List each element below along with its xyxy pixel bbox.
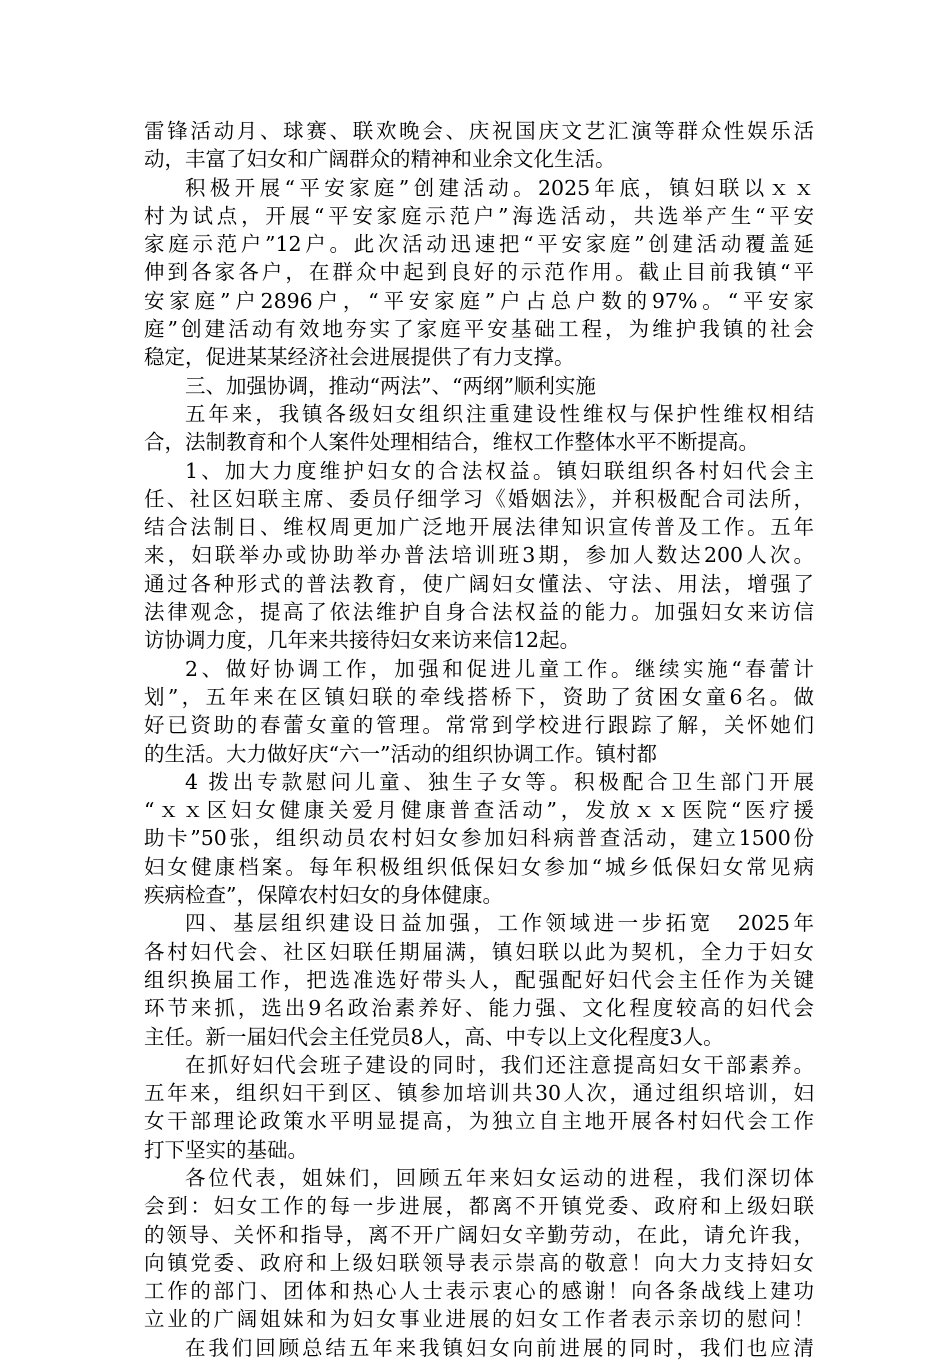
document-body (144, 117, 814, 1362)
text-line: 各位代表，姐妹们，回顾五年来妇女运动的进程，我们深切体 (185, 1165, 814, 1190)
text-line: 组织换届工作，把选准选好带头人，配强配好妇代会主任作为关键 (144, 967, 814, 992)
text-line: 五年来，组织妇干到区、镇参加培训共30人次，通过组织培训，妇 (144, 1081, 814, 1106)
text-line: 的领导、关怀和指导，离不开广阔妇女辛勤劳动，在此，请允许我， (144, 1222, 814, 1247)
text-line: 动，丰富了妇女和广阔群众的精神和业余文化生活。 (144, 147, 616, 172)
text-line: 任、社区妇联主席、委员仔细学习《婚姻法》，并积极配合司法所， (144, 486, 814, 511)
text-line: 雷锋活动月、球赛、联欢晚会、庆祝国庆文艺汇演等群众性娱乐活 (144, 119, 814, 143)
text-line: 法律观念，提高了依法维护自身合法权益的能力。加强妇女来访信 (144, 600, 814, 625)
text-line: 向镇党委、政府和上级妇联领导表示崇高的敬意！向大力支持妇女 (144, 1250, 814, 1275)
text-line: 好已资助的春蕾女童的管理。常常到学校进行跟踪了解，关怀她们 (144, 713, 814, 738)
text-line: 各村妇代会、社区妇联任期届满，镇妇联以此为契机，全力于妇女 (144, 939, 814, 964)
text-line: 庭”创建活动有效地夯实了家庭平安基础工程，为维护我镇的社会 (144, 317, 814, 342)
text-line: 4 拨出专款慰问儿童、独生子女等。积极配合卫生部门开展 (185, 769, 814, 794)
text-line: 结合法制日、维权周更加广泛地开展法律知识宣传普及工作。五年 (144, 515, 814, 540)
text-line: 主任。新一届妇代会主任党员8人，高、中专以上文化程度3人。 (144, 1024, 724, 1049)
text-line: 稳定，促进某某经济社会进展提供了有力支撑。 (144, 345, 575, 370)
text-line: 女干部理论政策水平明显提高，为独立自主地开展各村妇代会工作 (144, 1109, 814, 1134)
text-line: 四、基层组织建设日益加强，工作领域进一步拓宽 2025年 (185, 911, 814, 936)
text-line: 环节来抓，选出9名政治素养好、能力强、文化程度较高的妇代会 (144, 996, 814, 1021)
text-line: 安家庭”户2896户，“平安家庭”户占总户数的97%。“平安家 (144, 288, 814, 313)
text-line: 疾病检查”，保障农村妇女的身体健康。 (144, 883, 503, 908)
text-line: 在我们回顾总结五年来我镇妇女向前进展的同时，我们也应清 (185, 1335, 814, 1360)
text-line: 通过各种形式的普法教育，使广阔妇女懂法、守法、用法，增强了 (144, 571, 814, 596)
text-line: 积极开展“平安家庭”创建活动。2025年底，镇妇联以ｘｘ (185, 175, 814, 200)
text-line: 立业的广阔姐妹和为妇女事业进展的妇女工作者表示亲切的慰问！ (144, 1307, 814, 1332)
text-line: 伸到各家各户，在群众中起到良好的示范作用。截止目前我镇“平 (144, 260, 814, 285)
text-line: 三、加强协调，推动“两法”、“两纲”顺利实施 (185, 373, 596, 398)
text-line: 会到：妇女工作的每一步进展，都离不开镇党委、政府和上级妇联 (144, 1194, 814, 1219)
text-line: 工作的部门、团体和热心人士表示衷心的感谢！向各条战线上建功 (144, 1279, 814, 1304)
text-line: 来，妇联举办或协助举办普法培训班3期，参加人数达200人次。 (144, 543, 814, 568)
text-line: 2、做好协调工作，加强和促进儿童工作。继续实施“春蕾计 (185, 656, 814, 681)
text-line: 村为试点，开展“平安家庭示范户”海选活动，共选举产生“平安 (144, 203, 814, 228)
text-line: 助卡”50张，组织动员农村妇女参加妇科病普查活动，建立1500份 (144, 826, 814, 851)
text-line: 在抓好妇代会班子建设的同时，我们还注意提高妇女干部素养。 (185, 1052, 814, 1077)
text-line: 访协调力度，几年来共接待妇女来访来信12起。 (144, 628, 581, 653)
text-line: 家庭示范户”12户。此次活动迅速把“平安家庭”创建活动覆盖延 (144, 232, 814, 257)
text-line: 1、加大力度维护妇女的合法权益。镇妇联组织各村妇代会主 (185, 458, 814, 483)
text-line: 合，法制教育和个人案件处理相结合，维权工作整体水平不断提高。 (144, 430, 759, 455)
text-line: 的生活。大力做好庆“六一”活动的组织协调工作。镇村都 (144, 741, 657, 766)
text-line: 五年来，我镇各级妇女组织注重建设性维权与保护性维权相结 (185, 401, 814, 426)
text-line: 妇女健康档案。每年积极组织低保妇女参加“城乡低保妇女常见病 (144, 854, 814, 879)
text-line: 打下坚实的基础。 (144, 1137, 308, 1162)
text-line: “ｘｘ区妇女健康关爱月健康普查活动”，发放ｘｘ医院“医疗援 (144, 798, 814, 823)
text-line: 划”，五年来在区镇妇联的牵线搭桥下，资助了贫困女童6名。做 (144, 684, 814, 709)
